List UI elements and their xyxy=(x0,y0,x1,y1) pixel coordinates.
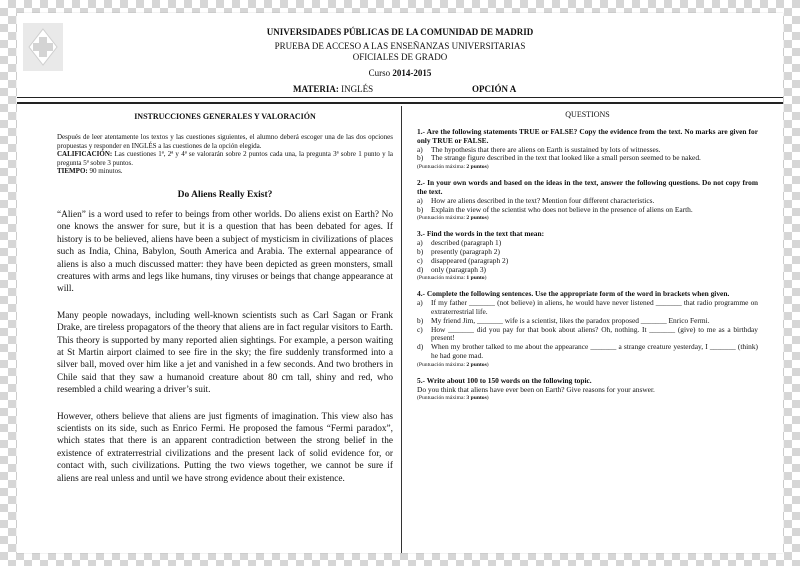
header-prueba: PRUEBA DE ACCESO A LAS ENSEÑANZAS UNIVERSITARIAS xyxy=(274,41,526,51)
article-title: Do Aliens Really Exist? xyxy=(177,189,273,200)
item-text: My friend Jim, _______ wife is a scientist, likes the paradox proposed _______ Enrico Fermi. xyxy=(431,315,710,325)
article-paragraph-2: Many people nowadays, including well-known scientists such as Carl Sagan or Frank Drake, are tireless propagators of the theory that aliens are in fact regular visitors to Earth. This theory is supported by many reported alien sightings. For example, a person waiting at St Martin airport claimed to see fire in the sky; the fire suddenly transformed into a silver ball, moved over him like a jet and vanished in a few seconds. And two brothers in Chile said that they saw a humanoid creature about 80 cm tall, shiny and red, who resembled a child wearing a driver’s suit. xyxy=(57,310,393,396)
header-university: UNIVERSIDADES PÚBLICAS DE LA COMUNIDAD DE MADRID xyxy=(266,27,534,37)
question-3-item-d xyxy=(417,266,758,275)
calificacion-label: CALIFICACIÓN: xyxy=(57,150,113,159)
question-4-item-a xyxy=(417,299,758,317)
question-4-item-d xyxy=(417,343,758,361)
question-4-score xyxy=(417,361,758,369)
tiempo-label: TIEMPO: xyxy=(57,167,88,176)
tiempo-text: 90 minutos. xyxy=(87,167,123,176)
question-3-score xyxy=(417,274,758,282)
score-value: 1 punto xyxy=(466,275,485,282)
question-1-item-b xyxy=(417,154,758,163)
materia-value: INGLÉS xyxy=(338,84,374,94)
question-2 xyxy=(417,179,758,222)
score-close: ) xyxy=(484,275,487,282)
column-divider xyxy=(401,106,402,553)
question-3 xyxy=(417,230,758,282)
header-rule-thick xyxy=(17,102,783,104)
item-text: When my brother talked to me about the appearance _______ a strange creature yesterday, I _______ (think) he had gone mad. xyxy=(431,342,758,360)
question-2-stem: 2.- In your own words and based on the ideas in the text, answer the following questions. Do not copy from the text. xyxy=(417,178,758,196)
score-value: 2 puntos xyxy=(466,164,487,171)
question-5-text: Do you think that aliens have ever been on Earth? Give reasons for your answer. xyxy=(417,384,655,394)
score-label: (Puntuación máxima: xyxy=(417,215,467,222)
item-letter: a) xyxy=(417,238,423,248)
instructions-body: Después de leer atentamente los textos y las cuestiones siguientes, el alumno deberá escoger una de las dos opciones propuestas y responder en INGLÉS a las cuestiones de la opción elegida. xyxy=(57,133,393,150)
question-1-score xyxy=(417,163,758,171)
score-value: 3 puntos xyxy=(466,395,487,402)
materia xyxy=(293,84,373,94)
item-letter: d) xyxy=(417,342,424,352)
opcion-label: OPCIÓN A xyxy=(472,84,517,94)
question-4-item-c xyxy=(417,326,758,344)
score-close: ) xyxy=(486,361,489,368)
instructions-title: INSTRUCCIONES GENERALES Y VALORACIÓN xyxy=(134,112,316,121)
item-text: The strange figure described in the text that looked like a small person seemed to be naked. xyxy=(431,153,701,163)
question-2-score xyxy=(417,214,758,222)
header-course xyxy=(17,68,783,79)
item-letter: b) xyxy=(417,246,424,256)
item-text: How are aliens described in the text? Mention four different characteristics. xyxy=(431,195,655,205)
score-close: ) xyxy=(486,215,489,222)
item-text: Explain the view of the scientist who does not believe in the presence of aliens on Earth. xyxy=(431,204,693,214)
item-letter: d) xyxy=(417,264,424,274)
question-3-stem: 3.- Find the words in the text that mean: xyxy=(417,229,545,239)
question-1 xyxy=(417,128,758,171)
score-label: (Puntuación máxima: xyxy=(417,361,467,368)
question-2-item-b xyxy=(417,206,758,215)
item-text: presently (paragraph 2) xyxy=(431,246,500,256)
item-text: The hypothesis that there are aliens on Earth is sustained by lots of witnesses. xyxy=(431,144,661,154)
header-oficiales: OFICIALES DE GRADO xyxy=(352,52,448,62)
questions-heading: QUESTIONS xyxy=(565,110,610,119)
item-text: disappeared (paragraph 2) xyxy=(431,255,509,265)
score-value: 2 puntos xyxy=(466,215,487,222)
question-5 xyxy=(417,377,758,403)
instructions-tiempo xyxy=(57,167,393,176)
score-label: (Puntuación máxima: xyxy=(417,395,467,402)
item-letter: b) xyxy=(417,153,424,163)
item-letter: b) xyxy=(417,315,424,325)
course-label: Curso xyxy=(368,68,393,78)
item-letter: a) xyxy=(417,144,423,154)
item-letter: c) xyxy=(417,324,423,334)
calificacion-text: Las cuestiones 1ª, 2ª y 4ª se valorarán sobre 2 puntos cada una, la pregunta 3ª sobre 1 punto y la pregunta 5ª sobre 3 puntos. xyxy=(57,150,393,167)
score-close: ) xyxy=(486,164,489,171)
item-letter: b) xyxy=(417,204,424,214)
item-text: only (paragraph 3) xyxy=(431,264,486,274)
question-5-score xyxy=(417,394,758,402)
materia-label: MATERIA: xyxy=(293,84,339,94)
item-text: described (paragraph 1) xyxy=(431,238,502,248)
left-column xyxy=(57,112,393,499)
question-4 xyxy=(417,290,758,368)
header-rule xyxy=(17,97,783,98)
course-years: 2014-2015 xyxy=(392,68,432,78)
score-value: 2 puntos xyxy=(466,361,487,368)
item-letter: c) xyxy=(417,255,423,265)
article-paragraph-3: However, others believe that aliens are just figments of imagination. This view also has scientists on its side, such as Enrico Fermi. He proposed the famous “Fermi paradox”, which states that there is an apparent contradiction between the strong belief in the existence of extraterrestrial civilizations and the present lack of solid evidence for, or contact with, such civilizations. Putting the two views together, we cannot be sure if aliens are real unless and until we have strong evidence about their existence. xyxy=(57,411,393,484)
item-letter: a) xyxy=(417,298,423,308)
score-label: (Puntuación máxima: xyxy=(417,164,467,171)
instructions-calificacion xyxy=(57,150,393,167)
score-close: ) xyxy=(486,395,489,402)
item-text: If my father _______ (not believe) in aliens, he would have never listened _______ that radio programme on extraterrestrial life. xyxy=(431,298,758,316)
question-1-stem: 1.- Are the following statements TRUE or FALSE? Copy the evidence from the text. No marks are given for only TRUE or FALSE. xyxy=(417,127,758,145)
item-text: How _______ did you pay for that book about aliens? Oh, nothing. It _______ (give) to me as a birthday present! xyxy=(431,324,758,343)
exam-page xyxy=(17,13,783,553)
question-5-stem: 5.- Write about 100 to 150 words on the following topic. xyxy=(417,375,592,385)
article-paragraph-1: “Alien” is a word used to refer to beings from other worlds. Do aliens exist on Earth? No one knows the answer for sure, but it is a question that has been debated for ages. If history is to be believed, aliens have been a subject of mysticism in civilizations of places such as India, China, Babylon, South America and Arabia. The external appearance of aliens is also a much discussed matter: they have been depicted as green monsters, small creatures with arms and legs like humans, tiny viruses or beings that change appearance at will. xyxy=(57,209,393,295)
question-4-stem: 4.- Complete the following sentences. Use the appropriate form of the word in brackets when given. xyxy=(417,289,730,299)
score-label: (Puntuación máxima: xyxy=(417,275,467,282)
item-letter: a) xyxy=(417,195,423,205)
right-column xyxy=(417,110,758,410)
